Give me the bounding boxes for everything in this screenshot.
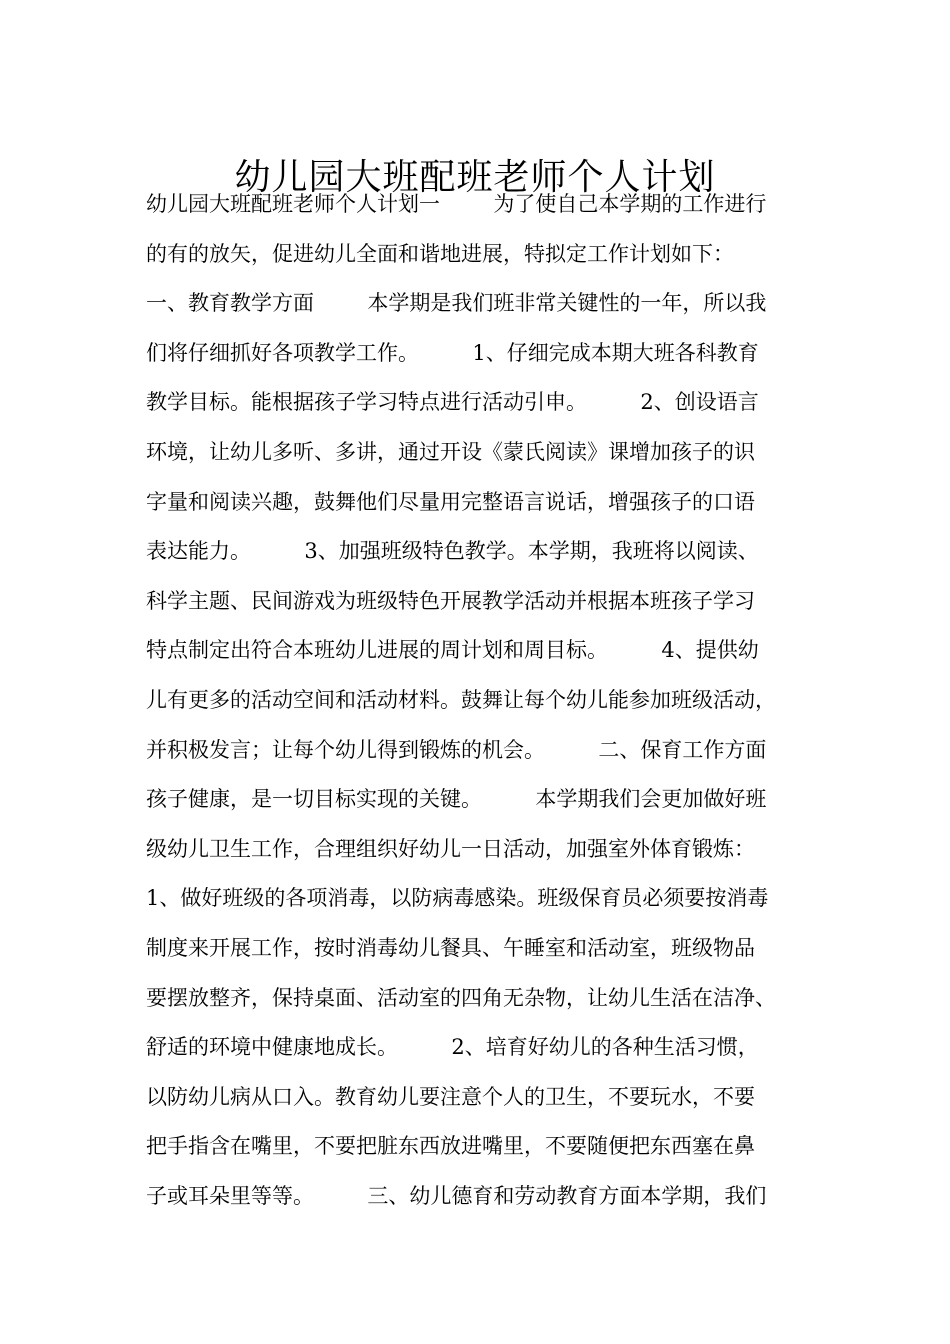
body-line: 以防幼儿病从口入。教育幼儿要注意个人的卫生，不要玩水，不要 xyxy=(146,1084,755,1109)
body-line: 子或耳朵里等等。 三、幼儿德育和劳动教育方面本学期，我们 xyxy=(146,1183,767,1208)
body-line: 级幼儿卫生工作，合理组织好幼儿一日活动，加强室外体育锻炼： xyxy=(146,836,755,861)
body-line: 儿有更多的活动空间和活动材料。鼓舞让每个幼儿能参加班级活动， xyxy=(146,687,776,712)
body-line: 字量和阅读兴趣，鼓舞他们尽量用完整语言说话，增强孩子的口语 xyxy=(146,489,755,514)
body-line: 1、做好班级的各项消毒，以防病毒感染。班级保育员必须要按消毒 xyxy=(146,886,769,911)
body-line: 并积极发言；让每个幼儿得到锻炼的机会。 二、保育工作方面 xyxy=(146,737,767,762)
body-line: 们将仔细抓好各项教学工作。 1、仔细完成本期大班各科教育 xyxy=(146,340,759,365)
document-title: 幼儿园大班配班老师个人计划 xyxy=(234,157,716,199)
body-line: 表达能力。 3、加强班级特色教学。本学期，我班将以阅读、 xyxy=(146,539,759,564)
body-line: 幼儿园大班配班老师个人计划一 为了使自己本学期的工作进行 xyxy=(146,192,767,216)
document-body xyxy=(146,180,846,1221)
body-line: 教学目标。能根据孩子学习特点进行活动引申。 2、创设语言 xyxy=(146,390,759,415)
body-line: 一、教育教学方面 本学期是我们班非常关键性的一年，所以我 xyxy=(146,291,767,316)
body-line: 要摆放整齐，保持桌面、活动室的四角无杂物，让幼儿生活在洁净、 xyxy=(146,985,776,1010)
body-line: 环境，让幼儿多听、多讲，通过开设《蒙氏阅读》课增加孩子的识 xyxy=(146,439,755,464)
body-line: 特点制定出符合本班幼儿进展的周计划和周目标。 4、提供幼 xyxy=(146,638,759,663)
body-line: 的有的放矢，促进幼儿全面和谐地进展，特拟定工作计划如下： xyxy=(146,241,734,266)
body-line: 舒适的环境中健康地成长。 2、培育好幼儿的各种生活习惯， xyxy=(146,1035,759,1060)
body-line: 把手指含在嘴里，不要把脏东西放进嘴里，不要随便把东西塞在鼻 xyxy=(146,1134,755,1159)
body-line: 孩子健康，是一切目标实现的关键。 本学期我们会更加做好班 xyxy=(146,787,767,812)
body-line: 科学主题、民间游戏为班级特色开展教学活动并根据本班孩子学习 xyxy=(146,588,755,613)
body-line: 制度来开展工作，按时消毒幼儿餐具、午睡室和活动室，班级物品 xyxy=(146,935,755,960)
